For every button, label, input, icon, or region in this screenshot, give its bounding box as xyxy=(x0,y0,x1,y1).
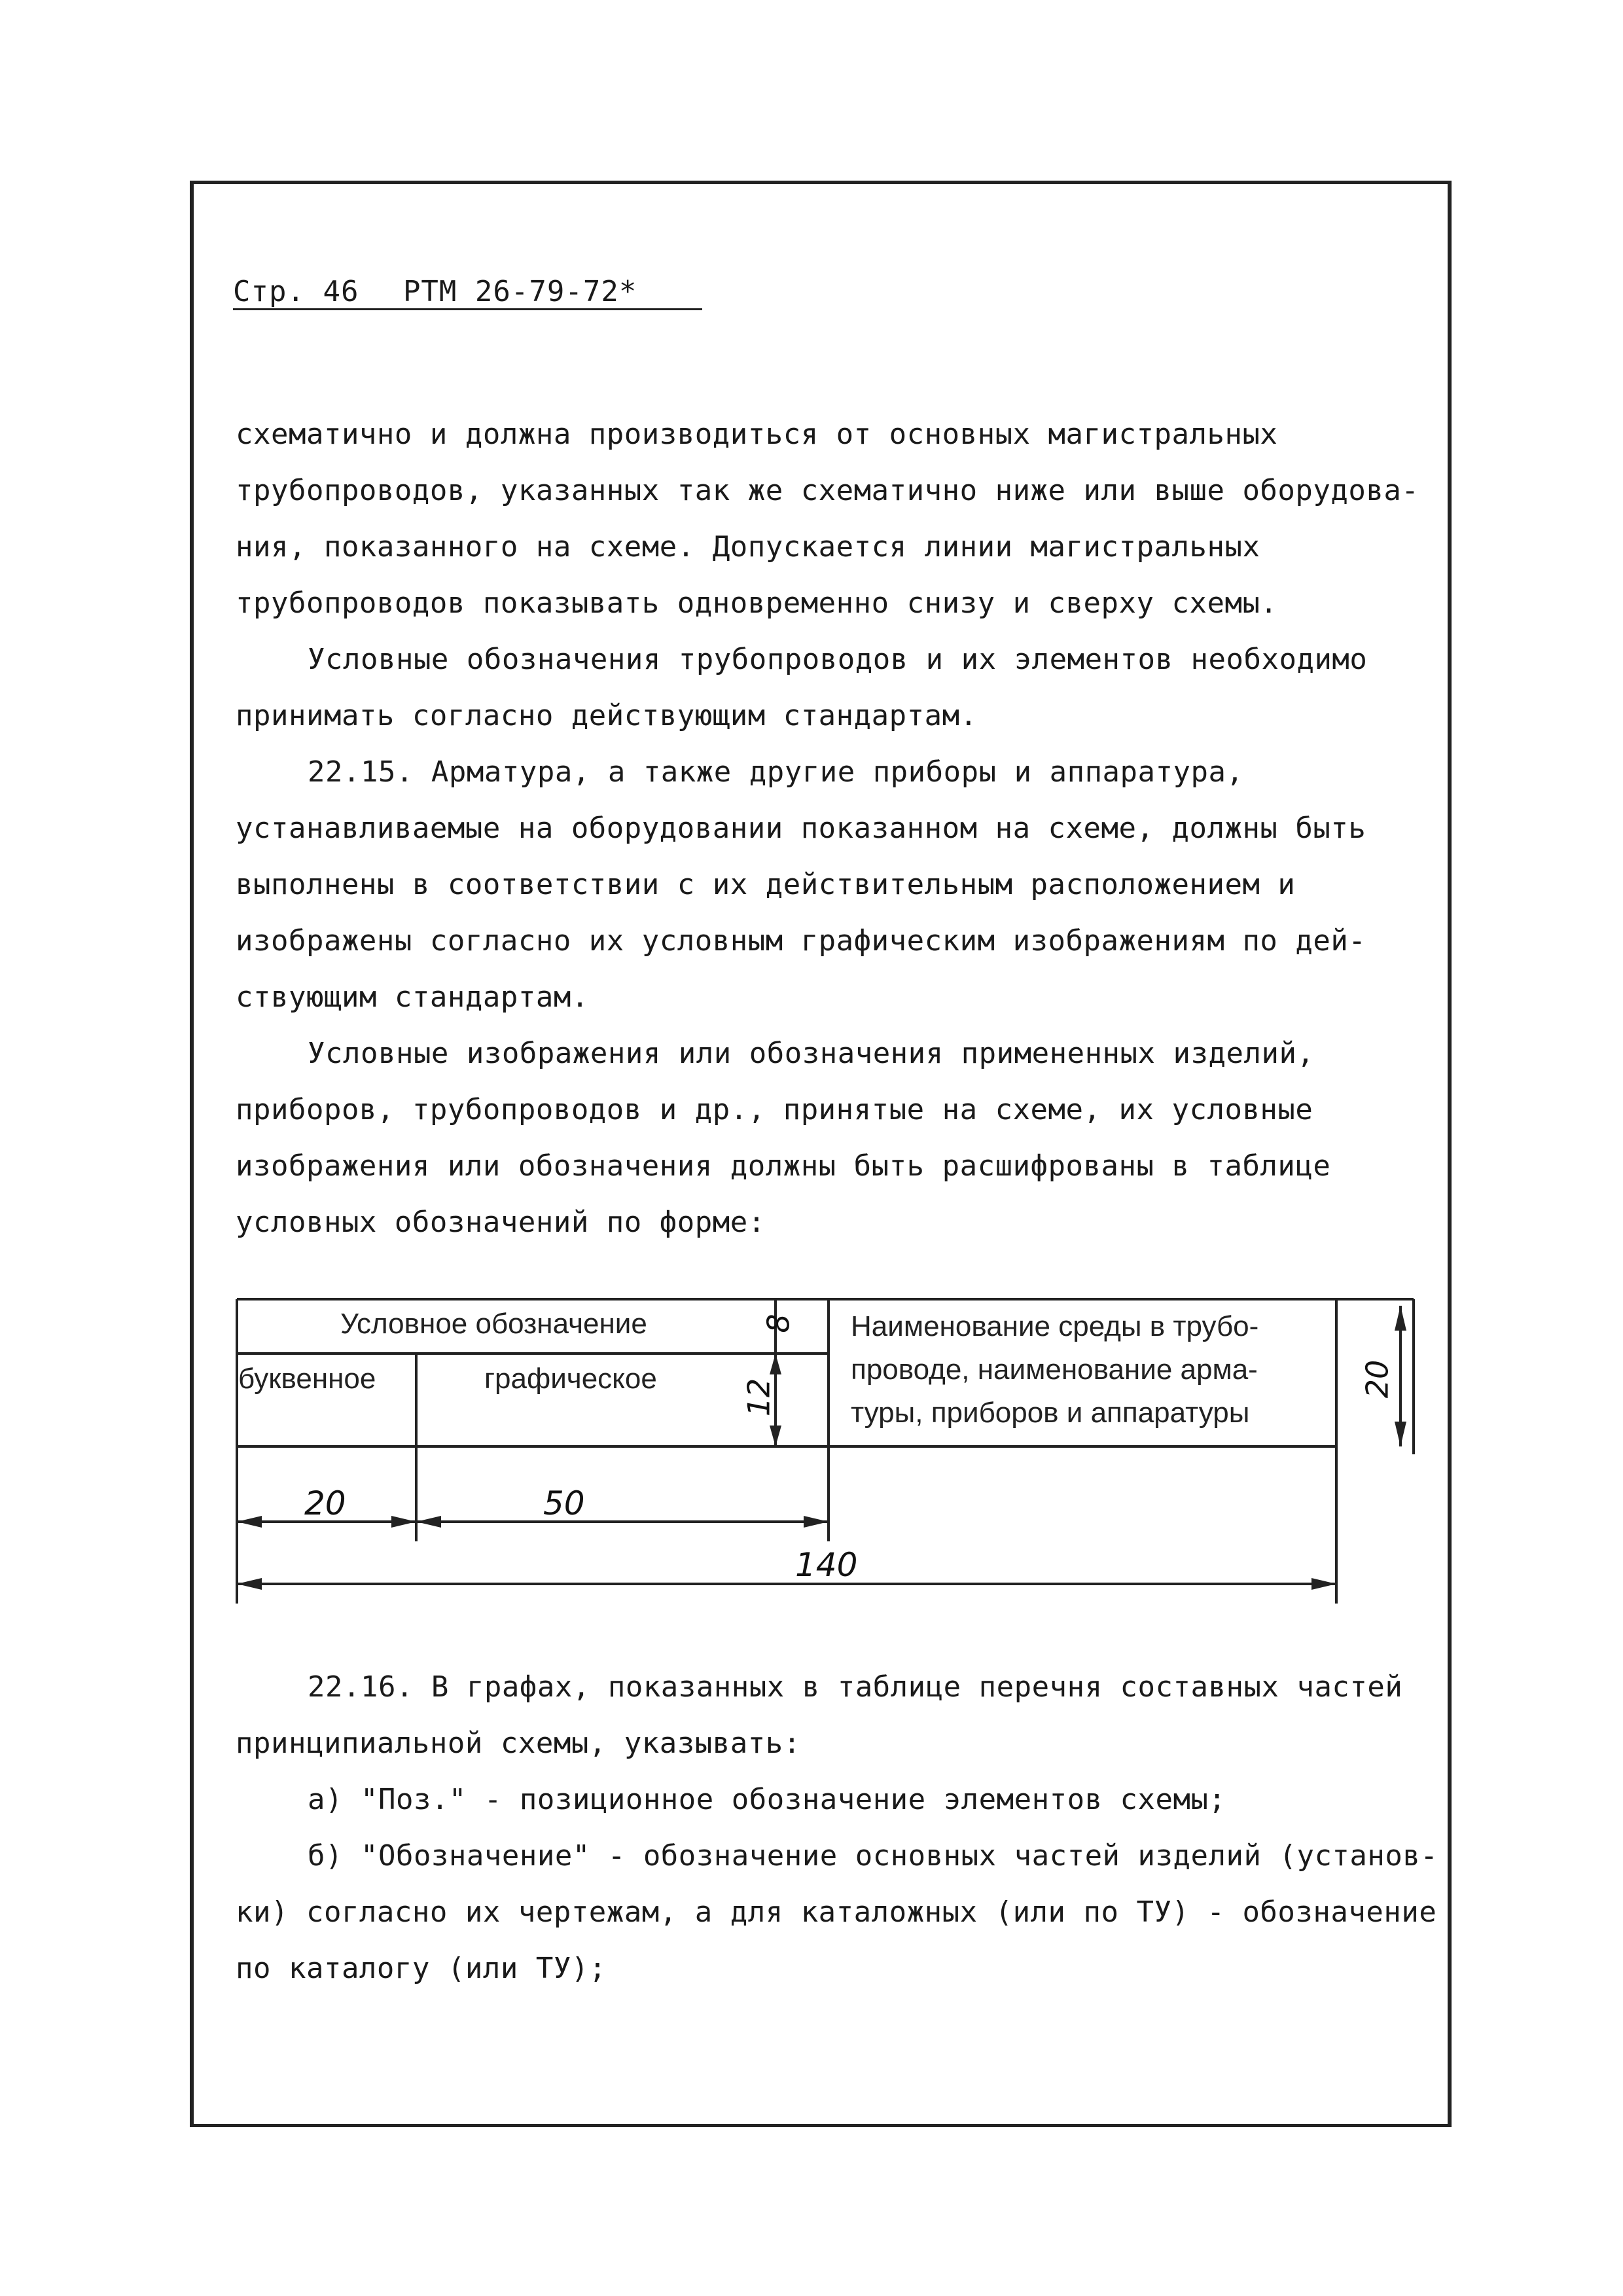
page-header xyxy=(233,275,702,310)
text-line: трубопроводов, указанных так же схематично ниже или выше оборудова- xyxy=(236,474,1419,507)
dimension-50: 50 xyxy=(543,1484,585,1522)
dimension-8: 8 xyxy=(760,1314,796,1333)
dimension-20: 20 xyxy=(304,1484,346,1522)
text-line: изображения или обозначения должны быть расшифрованы в таблице xyxy=(236,1149,1331,1183)
text-line: выполнены в соответствии с их действительным расположением и xyxy=(236,868,1296,901)
text-line: 22.15. Арматура, а также другие приборы и аппаратура, xyxy=(308,755,1244,789)
text-line: по каталогу (или ТУ); xyxy=(236,1952,607,1985)
text-line: приборов, трубопроводов и др., принятые на схеме, их условные xyxy=(236,1093,1313,1126)
text-line: принимать согласно действующим стандартам. xyxy=(236,699,978,732)
dimension-12: 12 xyxy=(741,1378,777,1417)
text-line: б) "Обозначение" - обозначение основных частей изделий (установ- xyxy=(308,1839,1438,1873)
text-line: схематично и должна производиться от основных магистральных xyxy=(236,418,1278,451)
text-line: условных обозначений по форме: xyxy=(236,1206,766,1239)
text-line: ки) согласно их чертежам, а для каталожных (или по ТУ) - обозначение xyxy=(236,1895,1437,1929)
text-line: Условные изображения или обозначения примененных изделий, xyxy=(308,1037,1315,1070)
text-line: а) "Поз." - позиционное обозначение элементов схемы; xyxy=(308,1783,1226,1816)
header-name-line: проводе, наименование арма- xyxy=(851,1354,1258,1386)
text-line: устанавливаемые на оборудовании показанном на схеме, должны быть xyxy=(236,812,1366,845)
text-line: принципиальной схемы, указывать: xyxy=(236,1727,801,1760)
document-code: РТМ 26-79-72* xyxy=(402,275,637,308)
text-line: ствующим стандартам. xyxy=(236,980,589,1014)
header-symbol-group: Условное обозначение xyxy=(340,1308,647,1340)
text-line: изображены согласно их условным графическим изображениям по дей- xyxy=(236,924,1366,958)
dimension-20-right: 20 xyxy=(1359,1359,1395,1399)
dimension-140: 140 xyxy=(795,1546,858,1584)
header-letter: буквенное xyxy=(238,1363,376,1395)
header-graphic: графическое xyxy=(484,1363,657,1395)
header-name-line: Наименование среды в трубо- xyxy=(851,1310,1259,1342)
page-number: Стр. 46 xyxy=(233,275,359,308)
text-line: Условные обозначения трубопроводов и их элементов необходимо xyxy=(308,643,1368,676)
text-line: трубопроводов показывать одновременно снизу и сверху схемы. xyxy=(236,586,1278,620)
header-name-line: туры, приборов и аппаратуры xyxy=(851,1397,1250,1429)
text-line: ния, показанного на схеме. Допускается линии магистральных xyxy=(236,530,1260,564)
text-line: 22.16. В графах, показанных в таблице перечня составных частей xyxy=(308,1670,1403,1704)
